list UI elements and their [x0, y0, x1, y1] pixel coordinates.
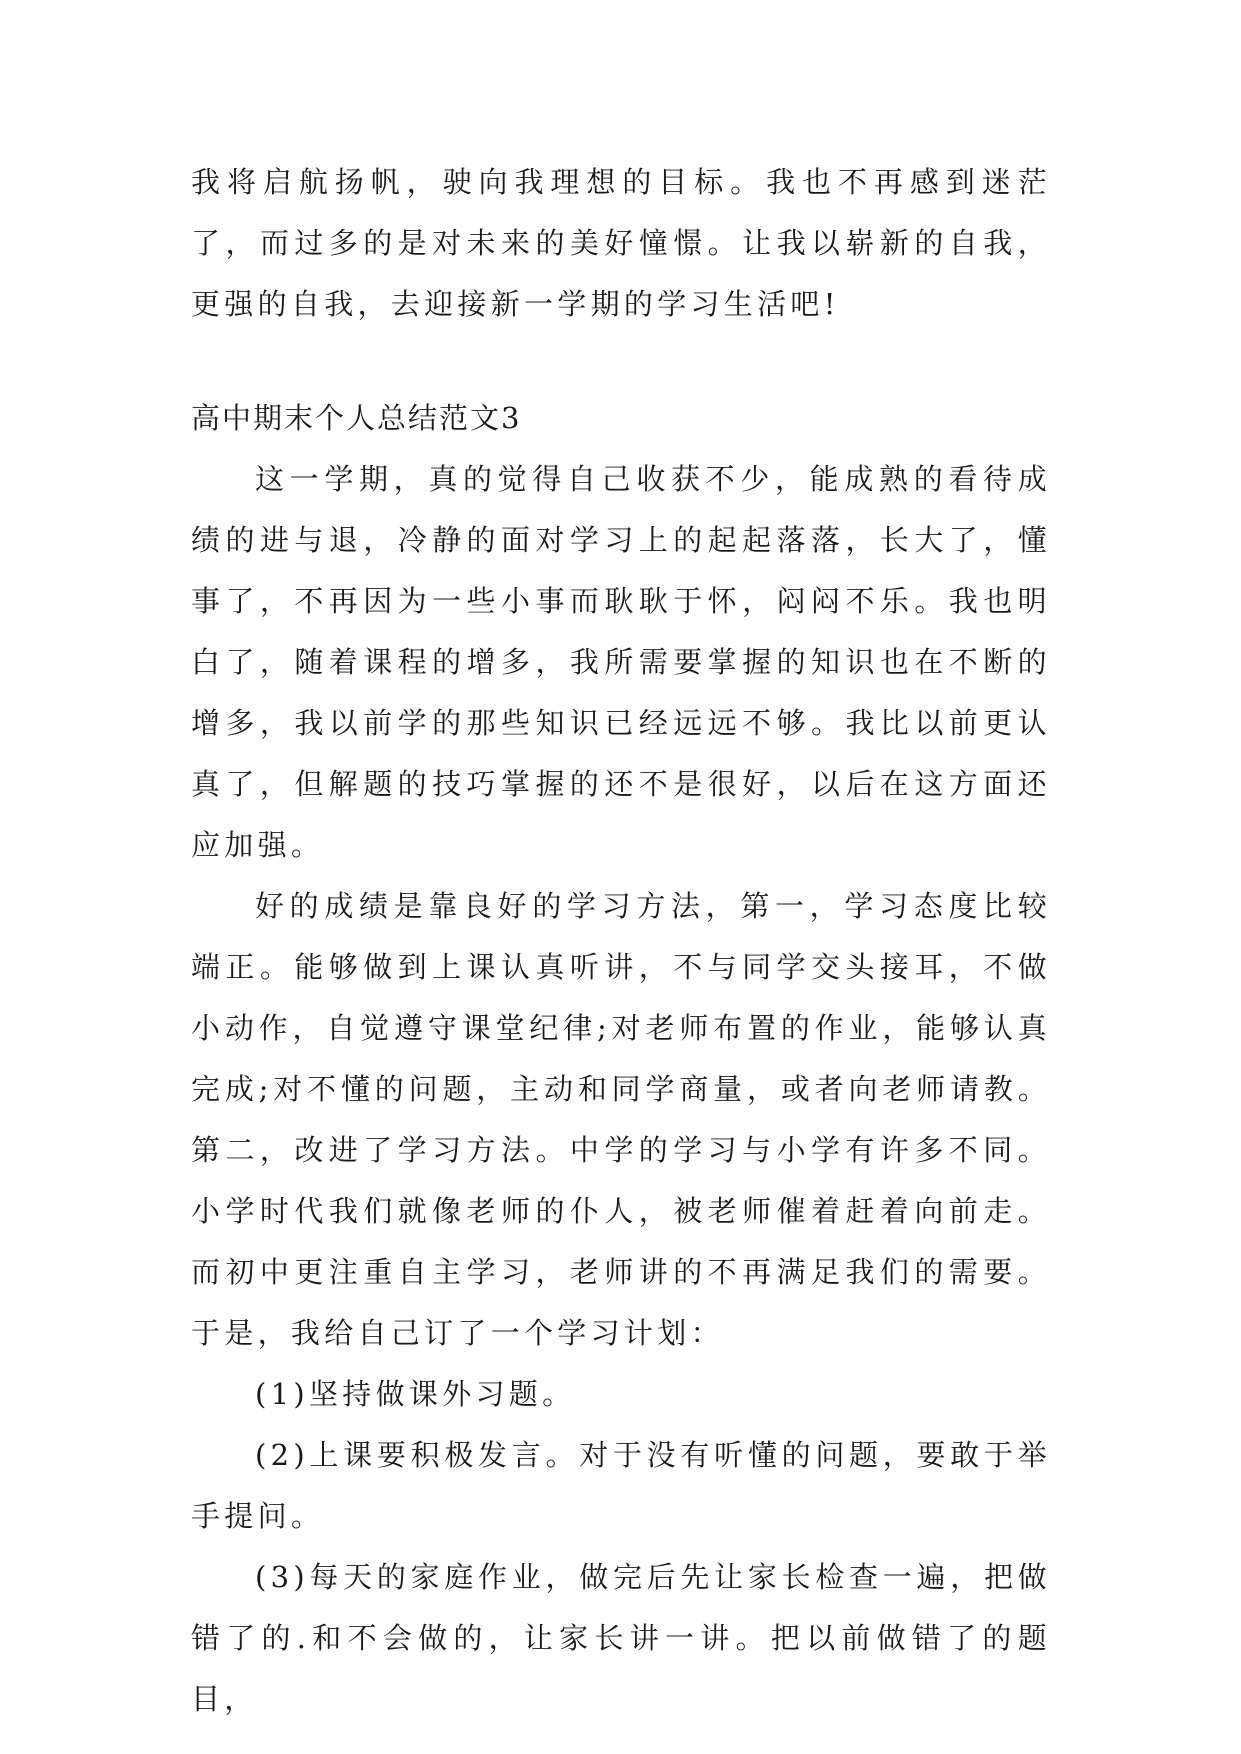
- intro-paragraph: 我将启航扬帆，驶向我理想的目标。我也不再感到迷茫了，而过多的是对未来的美好憧憬。让我以崭新的自我，更强的自我，去迎接新一学期的学习生活吧!: [191, 165, 1051, 321]
- plan-item-3: (3)每天的家庭作业，做完后先让家长检查一遍，把做错了的.和不会做的，让家长讲一讲。把以前做错了的题目，: [191, 1560, 1051, 1716]
- plan-item-2: (2)上课要积极发言。对于没有听懂的问题，要敢于举手提问。: [191, 1438, 1051, 1533]
- intro-text: [191, 152, 1051, 335]
- body-paragraph-1: 这一学期，真的觉得自己收获不少，能成熟的看待成绩的进与退，冷静的面对学习上的起起落落，长大了，懂事了，不再因为一些小事而耿耿于怀，闷闷不乐。我也明白了，随着课程的增多，我所需要掌握的知识也在不断的增多，我以前学的那些知识已经远远不够。我比以前更认真了，但解题的技巧掌握的还不是很好，以后在这方面还应加强。: [191, 462, 1051, 862]
- body-paragraph-2: 好的成绩是靠良好的学习方法，第一，学习态度比较端正。能够做到上课认真听讲，不与同学交头接耳，不做小动作，自觉遵守课堂纪律;对老师布置的作业，能够认真完成;对不懂的问题，主动和同学商量，或者向老师请教。第二，改进了学习方法。中学的学习与小学有许多不同。小学时代我们就像老师的仆人，被老师催着赶着向前走。而初中更注重自主学习，老师讲的不再满足我们的需要。于是，我给自己订了一个学习计划：: [191, 889, 1051, 1350]
- section-body: [191, 449, 1051, 1730]
- plan-item-1: (1)坚持做课外习题。: [255, 1377, 576, 1411]
- section-title: 高中期末个人总结范文3: [191, 401, 522, 435]
